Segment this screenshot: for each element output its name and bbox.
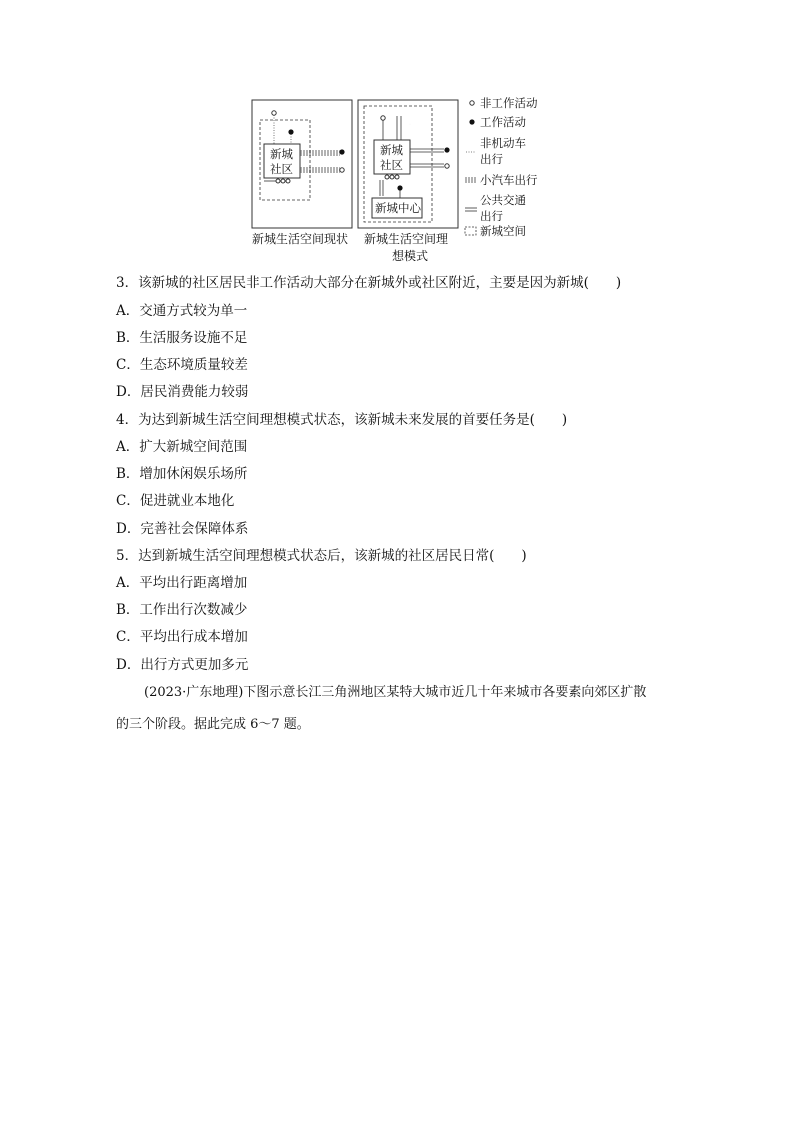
new-town-center-label: 新城中心	[375, 201, 421, 215]
question-4-option-b[interactable]: B．增加休闲娱乐场所	[116, 466, 248, 482]
left-nonwork-top	[272, 111, 276, 115]
question-4-option-a[interactable]: A．扩大新城空间范围	[116, 439, 248, 455]
svg-text:工作活动: 工作活动	[480, 115, 526, 129]
question-5-option-a[interactable]: A．平均出行距离增加	[116, 575, 248, 591]
svg-text:小汽车出行: 小汽车出行	[480, 173, 538, 187]
question-4-option-c[interactable]: C．促进就业本地化	[116, 493, 235, 509]
question-5-stem: 5．达到新城生活空间理想模式状态后，该新城的社区居民日常( )	[116, 548, 527, 564]
left-community-label-2: 社区	[270, 162, 293, 176]
left-work-top	[288, 129, 293, 134]
legend-triple-dashed-icon	[465, 178, 477, 182]
new-town-diagram	[250, 96, 550, 266]
legend-double-line-icon	[465, 208, 477, 211]
svg-text:非机动车: 非机动车	[480, 136, 526, 150]
left-community-label-1: 新城	[270, 147, 293, 161]
legend-dashed-box-icon	[465, 227, 476, 235]
caption-current-status: 新城生活空间现状	[252, 232, 349, 246]
question-4-stem: 4．为达到新城生活空间理想模式状态，该新城未来发展的首要任务是( )	[116, 412, 568, 428]
svg-text:出行: 出行	[480, 152, 503, 166]
question-4-option-d[interactable]: D．完善社会保障体系	[116, 521, 249, 537]
caption-ideal-mode-line2: 想模式	[392, 249, 429, 263]
legend-open-circle-icon	[470, 101, 474, 105]
svg-text:新城空间: 新城空间	[480, 224, 526, 238]
question-3-option-d[interactable]: D．居民消费能力较弱	[116, 384, 249, 400]
caption-ideal-mode-line1: 新城生活空间理	[364, 232, 449, 246]
question-3-option-b[interactable]: B．生活服务设施不足	[116, 330, 248, 346]
question-5-option-c[interactable]: C．平均出行成本增加	[116, 629, 248, 645]
question-5-option-d[interactable]: D．出行方式更加多元	[116, 657, 249, 673]
intro-line-2: 的三个阶段。据此完成 6～7 题。	[116, 717, 310, 732]
legend-filled-circle-icon	[469, 119, 474, 124]
question-3-option-c[interactable]: C．生态环境质量较差	[116, 357, 248, 373]
intro-line-1: (2023·广东地理)下图示意长江三角洲地区某特大城市近几十年来城市各要素向郊区扩散	[144, 685, 647, 700]
svg-text:非工作活动: 非工作活动	[480, 96, 538, 110]
right-community-label-1: 新城	[380, 143, 403, 157]
svg-text:出行: 出行	[480, 209, 503, 223]
question-3-stem: 3．该新城的社区居民非工作活动大部分在新城外或社区附近，主要是因为新城( )	[116, 275, 622, 291]
svg-text:公共交通: 公共交通	[480, 193, 526, 207]
question-5-option-b[interactable]: B．工作出行次数减少	[116, 602, 248, 618]
right-community-label-2: 社区	[380, 158, 403, 172]
question-3-option-a[interactable]: A．交通方式较为单一	[116, 303, 248, 319]
